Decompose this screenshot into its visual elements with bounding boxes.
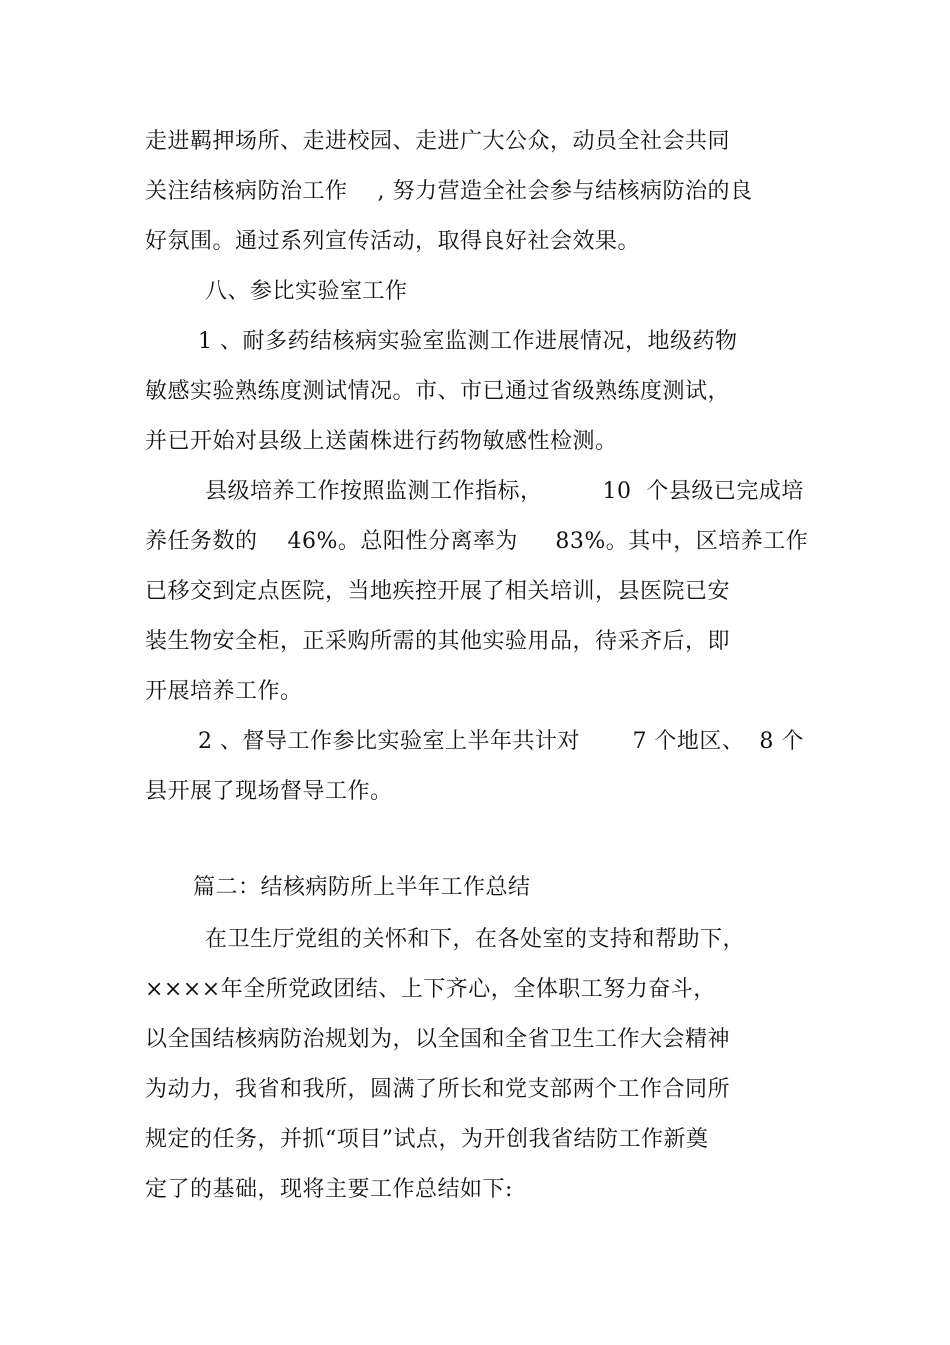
- paragraph-line: 以全国结核病防治规划为，以全国和全省卫生工作大会精神: [145, 1027, 731, 1052]
- paragraph-line: 定了的基础，现将主要工作总结如下:: [145, 1177, 513, 1202]
- paragraph-line: 好氛围。通过系列宣传活动，取得良好社会效果。: [145, 229, 641, 254]
- numbered-item-line: 2 、督导工作参比实验室上半年共计对 7 个地区、 8 个: [198, 729, 804, 754]
- numbered-item-line: 1 、耐多药结核病实验室监测工作进展情况，地级药物: [198, 329, 738, 354]
- paragraph-line: 县级培养工作按照监测工作指标， 10 个县级已完成培: [205, 479, 804, 504]
- part-heading: 篇二：结核病防所上半年工作总结: [193, 875, 531, 900]
- paragraph-line: 规定的任务，并抓“项目”试点，为开创我省结防工作新奠: [145, 1127, 709, 1152]
- paragraph-line: 已移交到定点医院，当地疾控开展了相关培训，县医院已安: [145, 579, 731, 604]
- paragraph-line: 在卫生厅党组的关怀和下，在各处室的支持和帮助下，: [205, 927, 746, 952]
- paragraph-line: 走进羁押场所、走进校园、走进广大公众，动员全社会共同: [145, 129, 731, 154]
- paragraph-line: 为动力，我省和我所，圆满了所长和党支部两个工作合同所: [145, 1077, 731, 1102]
- paragraph-line: 养任务数的 46%。总阳性分离率为 83%。其中，区培养工作: [145, 529, 809, 554]
- paragraph-line: 装生物安全柜，正采购所需的其他实验用品，待采齐后，即: [145, 629, 731, 654]
- paragraph-line: 并已开始对县级上送菌株进行药物敏感性检测。: [145, 429, 618, 454]
- section-heading: 八、参比实验室工作: [205, 279, 408, 304]
- paragraph-line: 关注结核病防治工作 , 努力营造全社会参与结核病防治的良: [145, 179, 753, 204]
- paragraph-line: 敏感实验熟练度测试情况。市、市已通过省级熟练度测试，: [145, 379, 731, 404]
- paragraph-line: 开展培养工作。: [145, 679, 303, 704]
- paragraph-line: ××××年全所党政团结、上下齐心，全体职工努力奋斗，: [145, 977, 716, 1002]
- paragraph-line: 县开展了现场督导工作。: [145, 779, 393, 804]
